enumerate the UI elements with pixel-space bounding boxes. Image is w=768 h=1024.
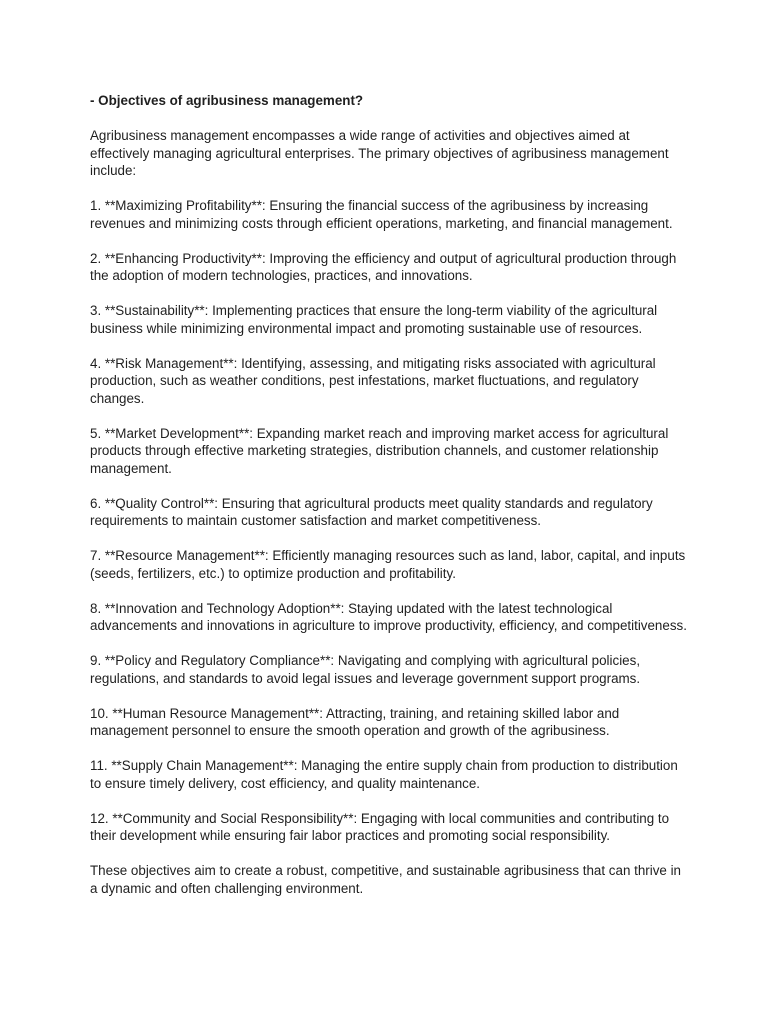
objective-item: 6. **Quality Control**: Ensuring that agricultural products meet quality standards and regulatory requirements to maintain customer satisfaction and market competitiveness. — [90, 495, 653, 528]
objective-item: 1. **Maximizing Profitability**: Ensuring the financial success of the agribusiness by increasing revenues and minimizing costs through efficient operations, marketing, and financial management. — [90, 198, 673, 231]
objective-item: 10. **Human Resource Management**: Attracting, training, and retaining skilled labor and management personnel to ensure the smooth operation and growth of the agribusiness. — [90, 705, 620, 738]
intro-paragraph: Agribusiness management encompasses a wide range of activities and objectives aimed at effectively managing agricultural enterprises. The primary objectives of agribusiness management include: — [90, 128, 669, 178]
objective-item: 11. **Supply Chain Management**: Managing the entire supply chain from production to distribution to ensure timely delivery, cost efficiency, and quality maintenance. — [90, 758, 678, 791]
objective-item: 4. **Risk Management**: Identifying, assessing, and mitigating risks associated with agricultural production, such as weather conditions, pest infestations, market fluctuations, and regulatory changes. — [90, 355, 656, 406]
document-heading: - Objectives of agribusiness management? — [90, 93, 364, 108]
objective-item: 3. **Sustainability**: Implementing practices that ensure the long-term viability of the agricultural business while minimizing environmental impact and promoting sustainable use of resources. — [90, 303, 658, 336]
objective-item: 8. **Innovation and Technology Adoption**: Staying updated with the latest technological advancements and innovations in agriculture to improve productivity, efficiency, and competitiveness. — [90, 600, 687, 633]
objective-item: 7. **Resource Management**: Efficiently managing resources such as land, labor, capital, and inputs (seeds, fertilizers, etc.) to optimize production and profitability. — [90, 548, 686, 581]
objective-item: 12. **Community and Social Responsibility**: Engaging with local communities and contributing to their development while ensuring fair labor practices and promoting social responsibility. — [90, 810, 670, 843]
conclusion-paragraph: These objectives aim to create a robust, competitive, and sustainable agribusiness that can thrive in a dynamic and often challenging environment. — [90, 863, 681, 896]
objective-item: 2. **Enhancing Productivity**: Improving the efficiency and output of agricultural production through the adoption of modern technologies, practices, and innovations. — [90, 250, 677, 283]
document-page — [90, 92, 690, 915]
objective-item: 5. **Market Development**: Expanding market reach and improving market access for agricultural products through effective marketing strategies, distribution channels, and customer relationship management. — [90, 425, 669, 476]
objective-item: 9. **Policy and Regulatory Compliance**: Navigating and complying with agricultural policies, regulations, and standards to avoid legal issues and leverage government support programs. — [90, 653, 641, 686]
objectives-list — [90, 197, 690, 845]
